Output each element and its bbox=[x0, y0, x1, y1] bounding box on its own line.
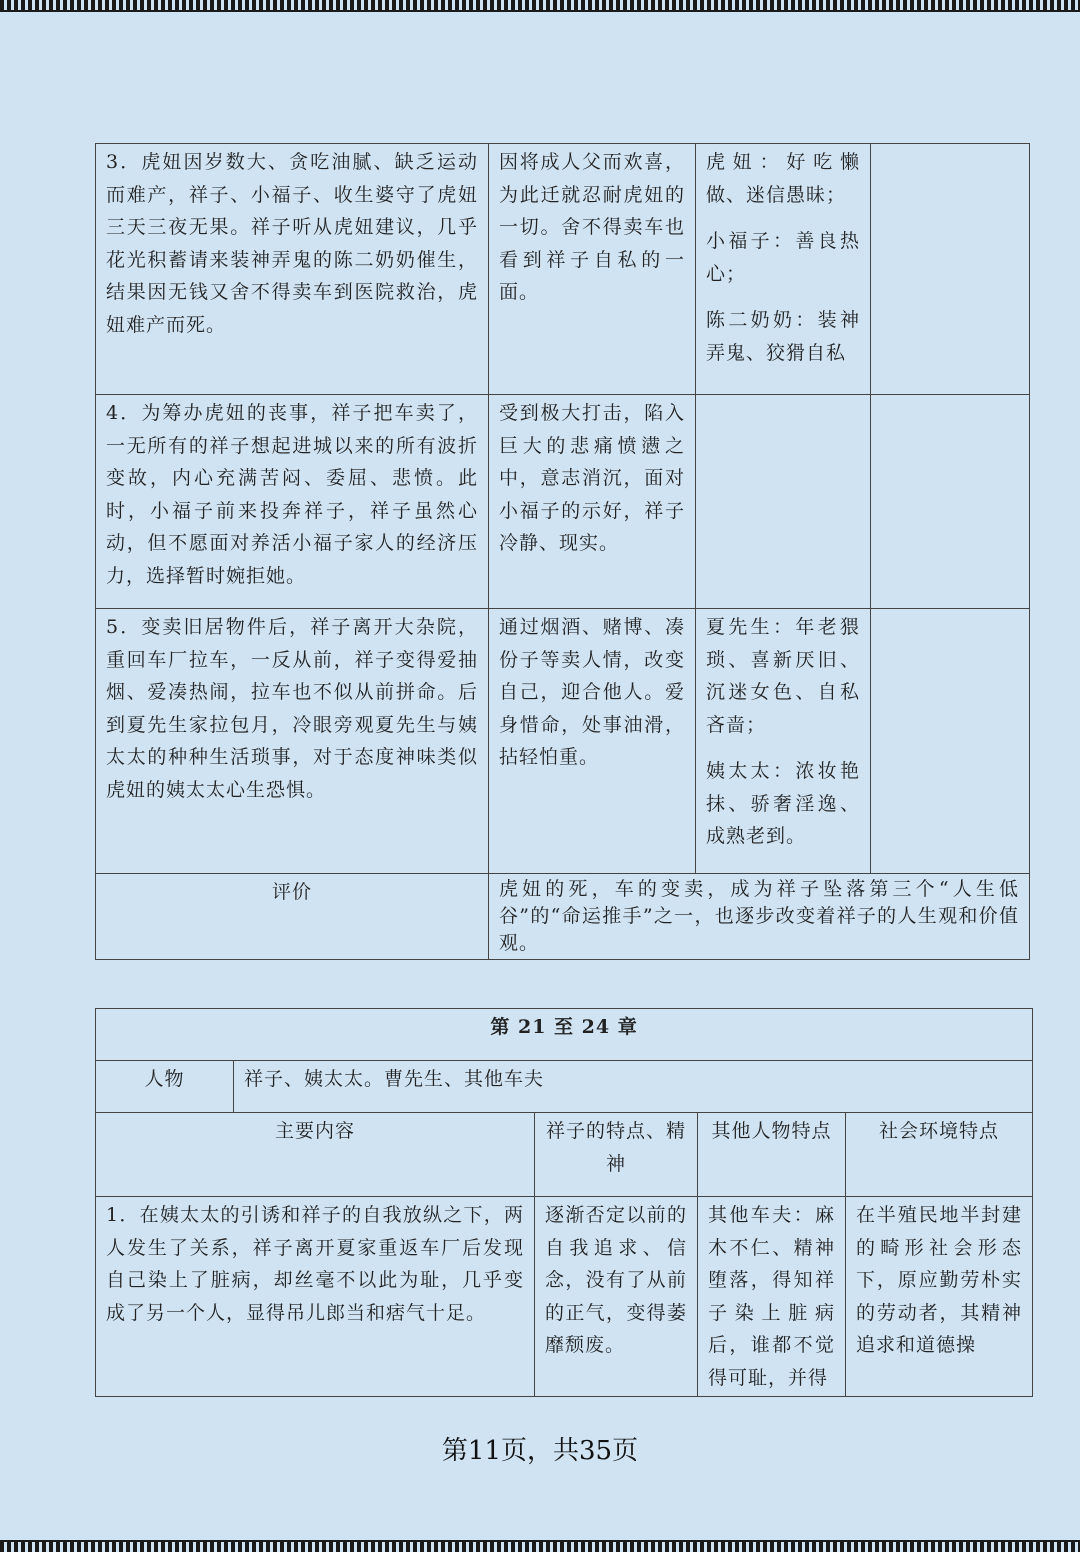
table-title-row bbox=[96, 1009, 1033, 1061]
main-content-cell: 3．虎妞因岁数大、贪吃油腻、缺乏运动而难产，祥子、小福子、收生婆守了虎妞三天三夜无果。祥子听从虎妞建议，几乎花光积蓄请来装神弄鬼的陈二奶奶催生，结果因无钱又舍不得卖车到医院救治，虎妞难产而死。 bbox=[96, 144, 489, 395]
character-note: 虎妞：好吃懒做、迷信愚昧； bbox=[706, 151, 860, 206]
people-text: 祥子、姨太太。曹先生、其他车夫 bbox=[234, 1061, 1033, 1113]
people-row bbox=[96, 1061, 1033, 1113]
other-characters-cell bbox=[696, 395, 871, 609]
environment-cell bbox=[871, 395, 1030, 609]
evaluation-label: 评价 bbox=[96, 874, 489, 960]
decorative-top-border bbox=[0, 0, 1080, 12]
xiangzi-trait-cell: 受到极大打击，陷入巨大的悲痛愤懑之中，意志消沉，面对小福子的示好，祥子冷静、现实。 bbox=[489, 395, 696, 609]
character-note: 陈二奶奶：装神弄鬼、狡猾自私 bbox=[706, 309, 860, 364]
other-characters-cell bbox=[696, 144, 871, 395]
table-chapters-21-24 bbox=[95, 1008, 1033, 1397]
people-label: 人物 bbox=[96, 1061, 234, 1113]
header-other-characters: 其他人物特点 bbox=[698, 1113, 846, 1197]
environment-cell: 在半殖民地半封建的畸形社会形态下，原应勤劳朴实的劳动者，其精神追求和道德操 bbox=[846, 1197, 1033, 1397]
evaluation-text: 虎妞的死，车的变卖，成为祥子坠落第三个“人生低谷”的“命运推手”之一，也逐步改变着祥子的人生观和价值观。 bbox=[489, 874, 1030, 960]
main-content-cell: 4．为筹办虎妞的丧事，祥子把车卖了，一无所有的祥子想起进城以来的所有波折变故，内心充满苦闷、委屈、悲愤。此时，小福子前来投奔祥子，祥子虽然心动，但不愿面对养活小福子家人的经济压力，选择暂时婉拒她。 bbox=[96, 395, 489, 609]
xiangzi-trait-cell: 因将成人父而欢喜，为此迁就忍耐虎妞的一切。舍不得卖车也看到祥子自私的一面。 bbox=[489, 144, 696, 395]
character-note: 夏先生：年老猥琐、喜新厌旧、沉迷女色、自私吝啬； bbox=[706, 616, 860, 736]
table-row bbox=[96, 144, 1030, 395]
page-number: 第11页，共35页 bbox=[441, 1436, 639, 1466]
environment-cell bbox=[871, 609, 1030, 874]
header-social-environment: 社会环境特点 bbox=[846, 1113, 1033, 1197]
header-row bbox=[96, 1113, 1033, 1197]
main-content-cell: 1．在姨太太的引诱和祥子的自我放纵之下，两人发生了关系，祥子离开夏家重返车厂后发现自己染上了脏病，却丝毫不以此为耻，几乎变成了另一个人，显得吊儿郎当和痞气十足。 bbox=[96, 1197, 535, 1397]
table-chapters-part1 bbox=[95, 143, 1030, 960]
other-characters-cell: 其他车夫：麻木不仁、精神堕落，得知祥子染上脏病后，谁都不觉得可耻，并得 bbox=[698, 1197, 846, 1397]
decorative-bottom-border bbox=[0, 1540, 1080, 1552]
main-content-cell: 5．变卖旧居物件后，祥子离开大杂院，重回车厂拉车，一反从前，祥子变得爱抽烟、爱凑热闹，拉车也不似从前拼命。后到夏先生家拉包月，冷眼旁观夏先生与姨太太的种种生活琐事，对于态度神味类似虎妞的姨太太心生恐惧。 bbox=[96, 609, 489, 874]
header-xiangzi-traits: 祥子的特点、精神 bbox=[535, 1113, 698, 1197]
chapter-title: 第 21 至 24 章 bbox=[96, 1009, 1033, 1061]
header-main-content: 主要内容 bbox=[96, 1113, 535, 1197]
environment-cell bbox=[871, 144, 1030, 395]
evaluation-row bbox=[96, 874, 1030, 960]
table-row bbox=[96, 609, 1030, 874]
other-characters-cell bbox=[696, 609, 871, 874]
xiangzi-trait-cell: 通过烟酒、赌博、凑份子等卖人情，改变自己，迎合他人。爱身惜命，处事油滑，拈轻怕重。 bbox=[489, 609, 696, 874]
table-row bbox=[96, 1197, 1033, 1397]
character-note: 小福子：善良热心； bbox=[706, 230, 860, 285]
character-note: 姨太太：浓妆艳抹、骄奢淫逸、成熟老到。 bbox=[706, 760, 860, 847]
table-row bbox=[96, 395, 1030, 609]
xiangzi-trait-cell: 逐渐否定以前的自我追求、信念，没有了从前的正气，变得萎靡颓废。 bbox=[535, 1197, 698, 1397]
